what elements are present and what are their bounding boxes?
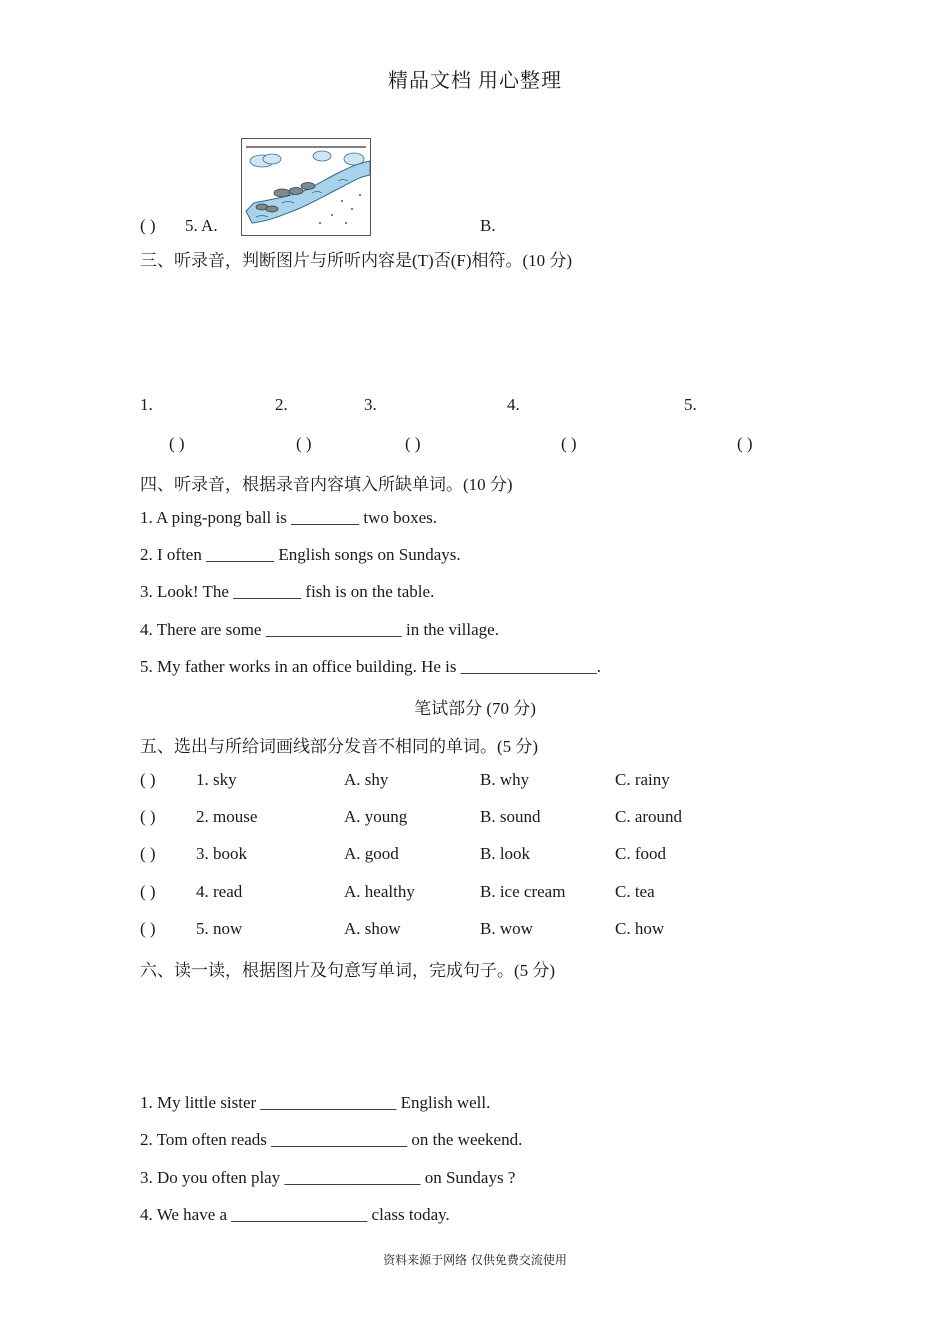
s5-a-4: A. healthy	[344, 882, 415, 901]
s4-item-4: 4. There are some ________________ in the village.	[140, 620, 499, 639]
s6-item-3: 3. Do you often play ________________ on Sundays ?	[140, 1168, 516, 1187]
s3-answer-4: ( )	[561, 434, 577, 453]
s5-paren-1: ( )	[140, 770, 156, 789]
s6-item-1: 1. My little sister ________________ English well.	[140, 1093, 491, 1112]
s4-item-5: 5. My father works in an office building. He is ________________.	[140, 657, 601, 676]
river-image	[241, 138, 371, 236]
s5-c-2: C. around	[615, 807, 683, 826]
s5-paren-3: ( )	[140, 844, 156, 863]
s3-number-2: 2.	[275, 395, 288, 414]
s3-answer-3: ( )	[405, 434, 421, 453]
s5-c-4: C. tea	[615, 882, 655, 901]
s5-paren-4: ( )	[140, 882, 156, 901]
s5-c-5: C. how	[615, 919, 665, 938]
section4-title: 四、听录音，根据录音内容填入所缺单词。(10 分)	[140, 475, 513, 494]
s4-item-2: 2. I often ________ English songs on Sundays.	[140, 545, 461, 564]
s3-answer-1: ( )	[169, 434, 185, 453]
s5-b-1: B. why	[480, 770, 530, 789]
s5-q-5: 5. now	[196, 919, 243, 938]
s5-a-1: A. shy	[344, 770, 389, 789]
s5-q-2: 2. mouse	[196, 807, 258, 826]
page-header: 精品文档 用心整理	[388, 70, 562, 92]
section6-title: 六、读一读，根据图片及句意写单词，完成句子。(5 分)	[140, 961, 556, 980]
s5-a-3: A. good	[344, 844, 399, 863]
s3-answer-2: ( )	[296, 434, 312, 453]
s3-number-5: 5.	[684, 395, 697, 414]
s5-q-1: 1. sky	[196, 770, 237, 789]
section5-title: 五、选出与所给词画线部分发音不相同的单词。(5 分)	[140, 737, 539, 756]
q5-label: 5. A.	[185, 216, 218, 235]
s5-q-3: 3. book	[196, 844, 247, 863]
s5-c-1: C. rainy	[615, 770, 670, 789]
s5-a-5: A. show	[344, 919, 401, 938]
q5-paren: ( )	[140, 216, 156, 235]
s5-q-4: 4. read	[196, 882, 243, 901]
s3-number-4: 4.	[507, 395, 520, 414]
q5-option-b: B.	[480, 216, 496, 235]
s5-paren-2: ( )	[140, 807, 156, 826]
s5-b-4: B. ice cream	[480, 882, 566, 901]
s5-b-3: B. look	[480, 844, 531, 863]
s5-b-2: B. sound	[480, 807, 541, 826]
s3-number-1: 1.	[140, 395, 153, 414]
s5-b-5: B. wow	[480, 919, 533, 938]
s6-item-4: 4. We have a ________________ class today.	[140, 1205, 450, 1224]
s5-c-3: C. food	[615, 844, 666, 863]
page-footer: 资料来源于网络 仅供免费交流使用	[383, 1253, 567, 1267]
s5-a-2: A. young	[344, 807, 408, 826]
s4-item-1: 1. A ping-pong ball is ________ two boxes.	[140, 508, 438, 527]
written-part-title: 笔试部分 (70 分)	[414, 699, 536, 718]
s6-item-2: 2. Tom often reads ________________ on the weekend.	[140, 1130, 523, 1149]
s4-item-3: 3. Look! The ________ fish is on the table.	[140, 582, 435, 601]
section3-title: 三、听录音，判断图片与所听内容是(T)否(F)相符。(10 分)	[140, 251, 573, 270]
s3-number-3: 3.	[364, 395, 377, 414]
s5-paren-5: ( )	[140, 919, 156, 938]
s3-answer-5: ( )	[737, 434, 753, 453]
